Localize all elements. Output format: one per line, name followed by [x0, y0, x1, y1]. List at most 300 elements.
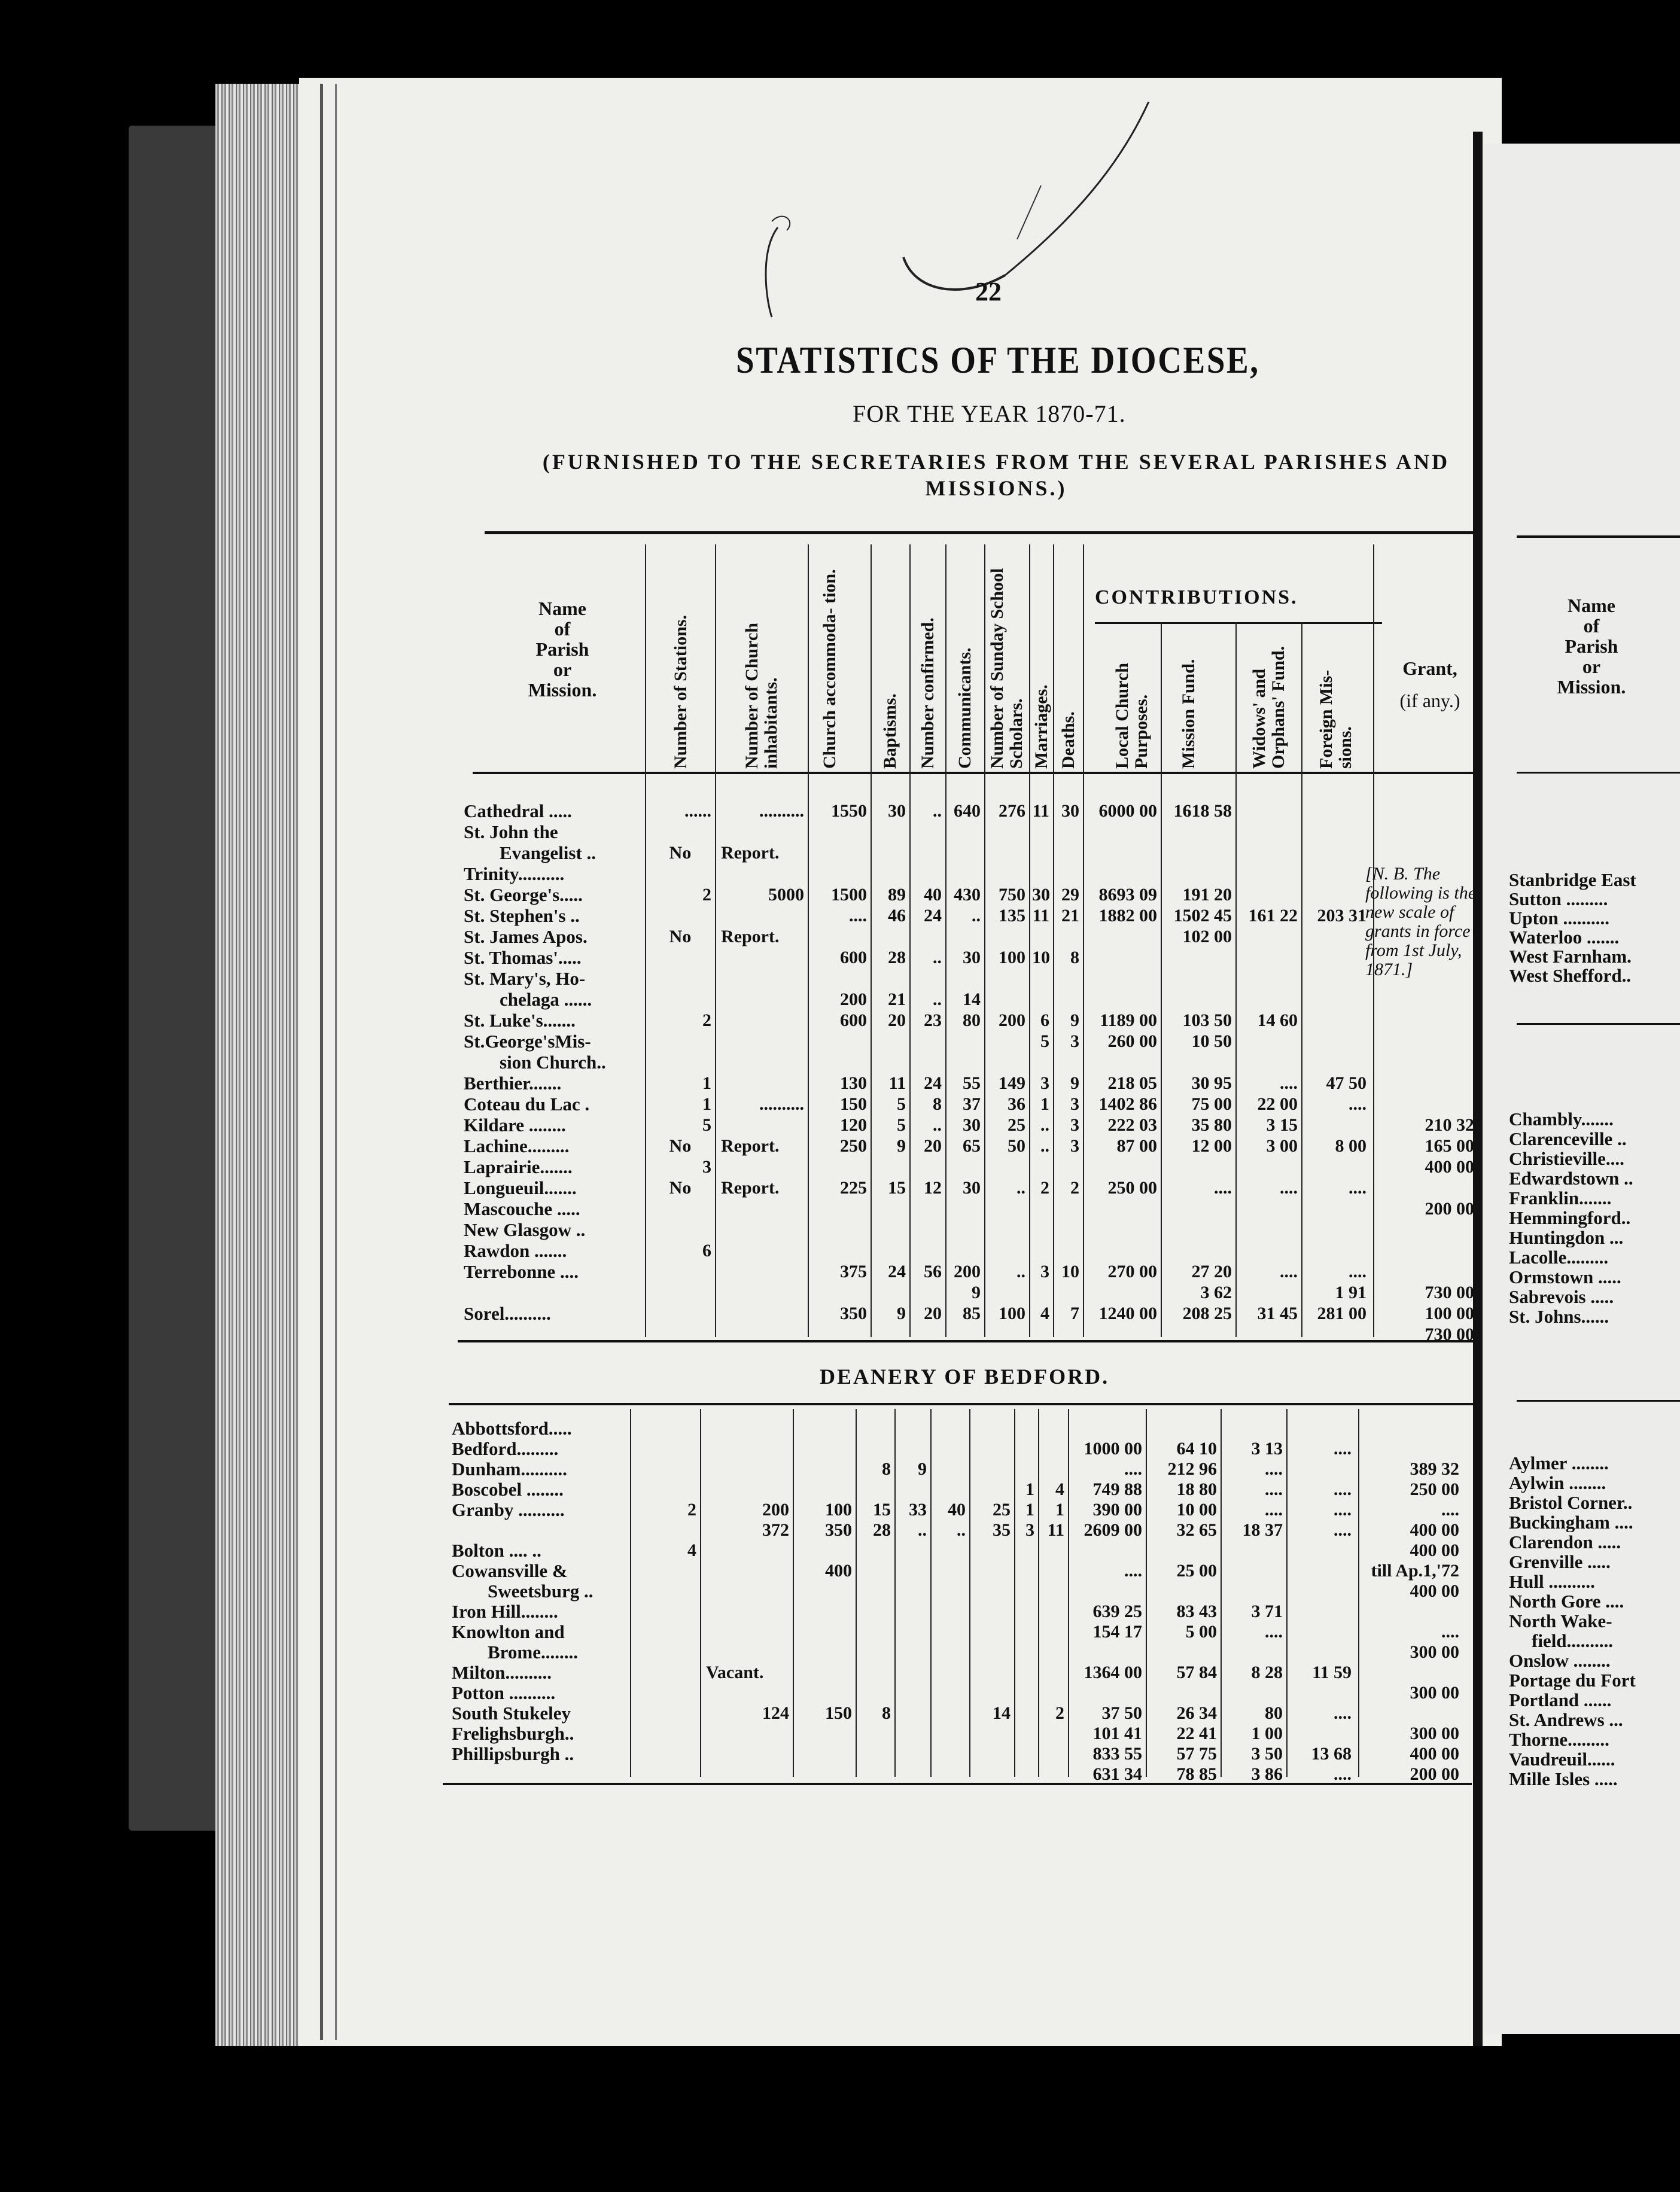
- table-cell: 10 00: [1176, 1500, 1217, 1520]
- table-cell: Report.: [721, 927, 780, 946]
- table-cell: 400 00: [1410, 1520, 1459, 1540]
- parish-name: Abbottsford.....: [452, 1418, 572, 1439]
- parish-name: New Glasgow ..: [464, 1219, 586, 1240]
- column-separator: [909, 544, 911, 1337]
- table-cell: 23: [924, 1010, 942, 1030]
- table-cell: 5: [897, 1094, 906, 1114]
- table-cell: 6000 00: [1098, 801, 1157, 821]
- table-cell: 154 17: [1092, 1622, 1142, 1642]
- table-cell: ....: [1280, 1073, 1298, 1093]
- column-header: Deaths.: [1058, 711, 1078, 769]
- name-header: [491, 598, 634, 700]
- table-cell: 1882 00: [1098, 906, 1157, 925]
- grant-header-label: Grant,: [1402, 657, 1457, 679]
- right-parish-name: Upton ..........: [1509, 909, 1609, 928]
- table-cell: 20: [924, 1136, 942, 1156]
- table-cell: 3 50: [1251, 1744, 1283, 1764]
- page-subtitle: FOR THE YEAR 1870-71.: [853, 400, 1126, 427]
- parish-name: St. Luke's.......: [464, 1010, 576, 1031]
- table-cell: 27 20: [1191, 1262, 1232, 1281]
- table-cell: 30: [963, 1178, 981, 1198]
- parish-name: Brome........: [488, 1642, 578, 1663]
- parish-name: Coteau du Lac .: [464, 1094, 590, 1115]
- table-cell: 30: [1061, 801, 1079, 821]
- table-cell: 11: [1047, 1520, 1064, 1540]
- right-parish-name: Mille Isles .....: [1509, 1770, 1618, 1789]
- parish-name: Lachine.........: [464, 1135, 570, 1156]
- deanery-heading: DEANERY OF BEDFORD.: [820, 1365, 1110, 1389]
- table-cell: 101 41: [1092, 1724, 1142, 1743]
- table-cell: 32 65: [1176, 1520, 1217, 1540]
- right-parish-name: Hemmingford..: [1509, 1208, 1631, 1228]
- right-parish-name: Buckingham ....: [1509, 1513, 1633, 1532]
- grant-header-sub: (if any.): [1399, 690, 1460, 711]
- table-cell: 161 22: [1248, 906, 1298, 925]
- parish-name: Dunham..........: [452, 1459, 567, 1479]
- table-cell: 639 25: [1092, 1602, 1142, 1621]
- table-cell: ..: [933, 948, 942, 967]
- table-cell: 28: [873, 1520, 891, 1540]
- table-cell: 5 00: [1185, 1622, 1217, 1642]
- table-cell: 210 32: [1425, 1115, 1474, 1135]
- page-gutter-2: [335, 84, 337, 2040]
- header-bottom-rule: [473, 772, 1481, 774]
- column-separator: [1358, 1409, 1359, 1777]
- column-separator: [856, 1409, 857, 1777]
- table-cell: 57 75: [1176, 1744, 1217, 1764]
- table-cell: 3 71: [1251, 1602, 1283, 1621]
- table-cell: 600: [840, 948, 867, 967]
- right-parish-name: Ormstown .....: [1509, 1268, 1621, 1287]
- table-cell: 200 00: [1425, 1199, 1474, 1219]
- table-cell: 103 50: [1182, 1010, 1232, 1030]
- table-cell: 250 00: [1410, 1479, 1459, 1499]
- column-header: Baptisms.: [880, 693, 900, 769]
- column-separator: [645, 544, 646, 1337]
- table-cell: 8: [882, 1703, 891, 1723]
- table-cell: 11: [1032, 906, 1049, 925]
- right-name-header: [1532, 595, 1651, 697]
- table-cell: 29: [1061, 885, 1079, 905]
- table-cell: 8: [882, 1459, 891, 1479]
- table-cell: ....: [1280, 1178, 1298, 1198]
- table-cell: 208 25: [1182, 1304, 1232, 1323]
- table-cell: 100: [999, 948, 1025, 967]
- column-header: Foreign Mis- sions.: [1316, 669, 1355, 769]
- parish-name: Cowansville &: [452, 1560, 568, 1581]
- table-cell: 35 80: [1191, 1115, 1232, 1135]
- table-cell: ..: [1040, 1115, 1049, 1135]
- right-parish-name: Clarendon .....: [1509, 1533, 1621, 1552]
- table-cell: 200: [999, 1010, 1025, 1030]
- column-separator: [700, 1409, 701, 1777]
- column-separator: [1038, 1409, 1039, 1777]
- table-cell: 3 62: [1200, 1283, 1232, 1302]
- grant-note: [N. B. The following is the new scale of grants in force from 1st July, 1871.]: [1365, 864, 1477, 979]
- table-cell: 400: [825, 1561, 852, 1581]
- page-title: STATISTICS OF THE DIOCESE,: [736, 339, 1260, 381]
- parish-name: South Stukeley: [452, 1703, 571, 1724]
- right-parish-name: Portage du Fort: [1509, 1671, 1636, 1690]
- table-cell: 9: [1070, 1010, 1079, 1030]
- table-cell: 5: [702, 1115, 711, 1135]
- right-parish-name: Huntingdon ...: [1509, 1228, 1624, 1247]
- column-separator: [715, 544, 716, 1337]
- name-header-line: of: [554, 618, 571, 640]
- table-cell: ....: [1334, 1479, 1352, 1499]
- table-cell: 64 10: [1176, 1439, 1217, 1459]
- table-top-rule: [485, 531, 1481, 534]
- table-cell: Report.: [721, 843, 780, 863]
- table-cell: 250: [840, 1136, 867, 1156]
- table-cell: Report.: [721, 1178, 780, 1198]
- table-cell: 9: [897, 1304, 906, 1323]
- table-cell: ....: [849, 906, 867, 925]
- table-cell: 222 03: [1107, 1115, 1157, 1135]
- table-cell: 120: [840, 1115, 867, 1135]
- table-cell: 400 00: [1410, 1581, 1459, 1601]
- table-cell: ..: [1016, 1178, 1025, 1198]
- table-cell: 10: [1032, 948, 1050, 967]
- column-separator: [969, 1409, 970, 1777]
- column-separator: [1286, 1409, 1288, 1777]
- table-cell: 14: [993, 1703, 1011, 1723]
- right-name-header-line: Parish: [1565, 635, 1618, 657]
- table-cell: ....: [1265, 1622, 1283, 1642]
- table-cell: 15: [888, 1178, 906, 1198]
- table-cell: 33: [909, 1500, 927, 1520]
- right-parish-name: Aylwin ........: [1509, 1473, 1606, 1493]
- table-cell: 150: [840, 1094, 867, 1114]
- table-cell: ..........: [759, 1094, 804, 1114]
- table-cell: 56: [924, 1262, 942, 1281]
- table-cell: ....: [1265, 1500, 1283, 1520]
- deanery-rule: [449, 1403, 1475, 1405]
- right-name-header-line: of: [1583, 615, 1600, 637]
- table-cell: 1500: [831, 885, 867, 905]
- parish-name: Longueuil.......: [464, 1177, 577, 1198]
- table-cell: 3: [702, 1157, 711, 1177]
- table-cell: 22 41: [1176, 1724, 1217, 1743]
- column-separator: [930, 1409, 932, 1777]
- name-header-line: or: [553, 659, 572, 680]
- parish-name: Laprairie.......: [464, 1156, 573, 1177]
- table-cell: 31 45: [1257, 1304, 1298, 1323]
- table-cell: 300 00: [1410, 1642, 1459, 1662]
- table-cell: 400 00: [1425, 1157, 1474, 1177]
- column-separator: [1068, 1409, 1069, 1777]
- right-page-top-rule: [1517, 535, 1680, 538]
- table-cell: 200: [840, 990, 867, 1009]
- table-cell: 18 37: [1242, 1520, 1283, 1540]
- table-cell: 1 91: [1335, 1283, 1366, 1302]
- table-cell: 149: [999, 1073, 1025, 1093]
- table-cell: 11: [888, 1073, 906, 1093]
- table-cell: 1402 86: [1098, 1094, 1157, 1114]
- table-cell: 212 96: [1167, 1459, 1217, 1479]
- column-separator: [793, 1409, 794, 1777]
- contrib-rule: [1095, 622, 1382, 624]
- table-cell: 5: [897, 1115, 906, 1135]
- parish-name: St.George'sMis-: [464, 1031, 591, 1052]
- table-cell: 47 50: [1326, 1073, 1366, 1093]
- table-cell: 4: [687, 1541, 696, 1560]
- table-cell: 20: [888, 1010, 906, 1030]
- right-parish-name: Bristol Corner..: [1509, 1493, 1633, 1512]
- page-number: 22: [975, 277, 1002, 306]
- table-cell: 833 55: [1092, 1744, 1142, 1764]
- table-cell: 24: [888, 1262, 906, 1281]
- table-cell: 430: [954, 885, 981, 905]
- table-cell: 11 59: [1312, 1663, 1352, 1682]
- right-parish-name: Sutton .........: [1509, 890, 1608, 909]
- table-cell: 165 00: [1425, 1136, 1474, 1156]
- table-cell: 3: [1040, 1073, 1049, 1093]
- right-parish-name: West Shefford..: [1509, 966, 1632, 985]
- right-header-rule: [1517, 772, 1680, 774]
- table-cell: 12: [924, 1178, 942, 1198]
- name-header-line: Name: [538, 598, 586, 619]
- right-parish-name: field..........: [1532, 1631, 1614, 1651]
- table-cell: 276: [999, 801, 1025, 821]
- table-cell: 78 85: [1176, 1764, 1217, 1784]
- right-section-rule: [1517, 1023, 1680, 1025]
- right-name-header-line: or: [1582, 656, 1601, 677]
- right-parish-name: Thorne.........: [1509, 1730, 1609, 1749]
- table-cell: 130: [840, 1073, 867, 1093]
- table-cell: 18 80: [1176, 1479, 1217, 1499]
- table-cell: 150: [825, 1703, 852, 1723]
- table-cell: 203 31: [1317, 906, 1366, 925]
- table-cell: 3 00: [1266, 1136, 1298, 1156]
- table-cell: 87 00: [1116, 1136, 1157, 1156]
- right-name-header-line: Mission.: [1557, 676, 1626, 698]
- table-cell: 57 84: [1176, 1663, 1217, 1682]
- table-cell: Report.: [721, 1136, 780, 1156]
- table-cell: 25: [1008, 1115, 1025, 1135]
- table-cell: 300 00: [1410, 1724, 1459, 1743]
- table-cell: No: [669, 927, 692, 946]
- column-separator: [1161, 622, 1162, 1337]
- name-header-line: Mission.: [528, 679, 597, 701]
- table-cell: 9: [897, 1136, 906, 1156]
- parish-name: Milton..........: [452, 1662, 552, 1683]
- right-parish-name: Clarenceville ..: [1509, 1130, 1627, 1149]
- table-cell: 2609 00: [1084, 1520, 1142, 1540]
- table-cell: 100: [825, 1500, 852, 1520]
- column-header: Number of Stations.: [671, 615, 690, 769]
- parish-name: chelaga ......: [500, 989, 592, 1010]
- table-cell: 3 86: [1251, 1764, 1283, 1784]
- table-cell: 89: [888, 885, 906, 905]
- table-cell: 14: [963, 990, 981, 1009]
- table-cell: 11: [1032, 801, 1049, 821]
- table-cell: 8 00: [1335, 1136, 1366, 1156]
- table-cell: 2: [702, 885, 711, 905]
- table-cell: 22 00: [1257, 1094, 1298, 1114]
- table-cell: ..: [933, 1115, 942, 1135]
- furnished-line-1: (FURNISHED TO THE SECRETARIES FROM THE SEVERAL PARISHES AND: [542, 450, 1450, 474]
- table-cell: 372: [762, 1520, 789, 1540]
- furnished-note: [515, 449, 1478, 501]
- table-cell: 9: [1070, 1073, 1079, 1093]
- table-cell: ....: [1214, 1178, 1232, 1198]
- table-cell: 3: [1070, 1031, 1079, 1051]
- parish-name: sion Church..: [500, 1052, 606, 1073]
- column-header: Church accommoda- tion.: [820, 569, 839, 769]
- parish-name: Granby ..........: [452, 1499, 565, 1520]
- column-separator: [1146, 1409, 1147, 1777]
- table-cell: 3: [1070, 1136, 1079, 1156]
- right-parish-name: West Farnham.: [1509, 947, 1632, 966]
- table-cell: 631 34: [1092, 1764, 1142, 1784]
- right-parish-name: Hull ..........: [1509, 1572, 1595, 1591]
- table-cell: 200 00: [1410, 1764, 1459, 1784]
- parish-name: Berthier.......: [464, 1073, 562, 1094]
- table-cell: 1189 00: [1100, 1010, 1157, 1030]
- table-cell: 9: [918, 1459, 927, 1479]
- section1-bottom-rule: [458, 1340, 1481, 1342]
- table-cell: 124: [762, 1703, 789, 1723]
- right-parish-name: North Wake-: [1509, 1612, 1612, 1631]
- table-cell: 21: [1061, 906, 1079, 925]
- parish-name: Bedford.........: [452, 1438, 559, 1459]
- column-separator: [1235, 622, 1237, 1337]
- table-cell: 3: [1025, 1520, 1034, 1540]
- parish-name: Boscobel ........: [452, 1479, 564, 1500]
- table-cell: 25 00: [1176, 1561, 1217, 1581]
- table-cell: ....: [1280, 1262, 1298, 1281]
- table-cell: 80: [963, 1010, 981, 1030]
- column-separator: [1221, 1409, 1222, 1777]
- right-parish-name: Waterloo .......: [1509, 928, 1620, 947]
- table-cell: 40: [924, 885, 942, 905]
- table-cell: 2: [687, 1500, 696, 1520]
- right-parish-name: Vaudreuil......: [1509, 1750, 1615, 1769]
- table-cell: 30: [888, 801, 906, 821]
- parish-name: Iron Hill........: [452, 1601, 558, 1622]
- table-cell: 30: [963, 948, 981, 967]
- book-spine: [1473, 132, 1483, 2046]
- table-cell: 28: [888, 948, 906, 967]
- table-cell: 37 50: [1101, 1703, 1142, 1723]
- table-cell: 40: [948, 1500, 966, 1520]
- table-cell: ....: [1334, 1500, 1352, 1520]
- table-cell: 3: [1070, 1094, 1079, 1114]
- table-cell: 200: [762, 1500, 789, 1520]
- furnished-line-2: MISSIONS.): [925, 476, 1067, 500]
- table-cell: 730 00: [1425, 1325, 1474, 1344]
- table-cell: 10: [1061, 1262, 1079, 1281]
- parish-name: St. Stephen's ..: [464, 905, 580, 926]
- table-cell: 135: [999, 906, 1025, 925]
- column-header: Mission Fund.: [1179, 659, 1198, 769]
- table-cell: ....: [1265, 1459, 1283, 1479]
- contributions-header: CONTRIBUTIONS.: [1095, 586, 1298, 608]
- table-cell: 13 68: [1311, 1744, 1352, 1764]
- table-cell: 80: [1265, 1703, 1283, 1723]
- table-cell: 37: [963, 1094, 981, 1114]
- table-cell: ..: [957, 1520, 966, 1540]
- table-cell: 1240 00: [1098, 1304, 1157, 1323]
- table-cell: 6: [1040, 1010, 1049, 1030]
- parish-name: Trinity..........: [464, 863, 565, 884]
- table-cell: ....: [1334, 1439, 1352, 1459]
- right-parish-name: Lacolle.........: [1509, 1248, 1609, 1267]
- table-cell: 85: [963, 1304, 981, 1323]
- parish-name: St. George's.....: [464, 884, 583, 905]
- right-parish-name: St. Andrews ...: [1509, 1710, 1623, 1730]
- parish-name: Rawdon .......: [464, 1240, 567, 1261]
- table-cell: till Ap.1,'72: [1371, 1561, 1459, 1581]
- table-cell: 9: [972, 1283, 981, 1302]
- parish-name: Mascouche .....: [464, 1198, 580, 1219]
- table-cell: 749 88: [1092, 1479, 1142, 1499]
- table-cell: 8: [933, 1094, 942, 1114]
- table-cell: ....: [1265, 1479, 1283, 1499]
- right-parish-name: Portland ......: [1509, 1691, 1612, 1710]
- parish-name: Frelighsburgh..: [452, 1723, 574, 1744]
- table-cell: ....: [1349, 1094, 1366, 1114]
- table-cell: 1: [1040, 1094, 1049, 1114]
- table-cell: ....: [1334, 1520, 1352, 1540]
- table-cell: 26 34: [1176, 1703, 1217, 1723]
- column-header: Widows' and Orphans' Fund.: [1249, 646, 1288, 769]
- grant-header: [1382, 658, 1478, 711]
- table-cell: No: [669, 1178, 692, 1198]
- right-parish-name: Grenville .....: [1509, 1552, 1611, 1572]
- table-cell: 1: [1025, 1479, 1034, 1499]
- table-cell: 281 00: [1317, 1304, 1366, 1323]
- table-cell: 102 00: [1182, 927, 1232, 946]
- table-cell: 1000 00: [1084, 1439, 1142, 1459]
- table-cell: 8693 09: [1098, 885, 1157, 905]
- table-cell: 24: [924, 906, 942, 925]
- table-cell: 46: [888, 906, 906, 925]
- column-header: Number of Church inhabitants.: [742, 623, 781, 769]
- table-cell: Vacant.: [706, 1663, 764, 1682]
- column-header: Number of Sunday School Scholars.: [987, 568, 1026, 769]
- table-cell: 300 00: [1410, 1683, 1459, 1703]
- parish-name: St. Thomas'.....: [464, 947, 582, 968]
- table-cell: 5000: [768, 885, 804, 905]
- table-cell: ....: [1124, 1561, 1142, 1581]
- table-cell: 100: [999, 1304, 1025, 1323]
- column-separator: [1053, 544, 1054, 1337]
- right-parish-name: Christieville....: [1509, 1149, 1624, 1168]
- right-parish-name: St. Johns......: [1509, 1307, 1609, 1326]
- table-cell: ..: [933, 990, 942, 1009]
- column-separator: [984, 544, 985, 1337]
- table-cell: 100 00: [1425, 1304, 1474, 1323]
- parish-name: Knowlton and: [452, 1621, 565, 1642]
- table-cell: 640: [954, 801, 981, 821]
- column-separator: [945, 544, 946, 1337]
- table-cell: 600: [840, 1010, 867, 1030]
- parish-name: Evangelist ..: [500, 842, 596, 863]
- table-cell: 30 95: [1191, 1073, 1232, 1093]
- table-cell: 2: [1055, 1703, 1064, 1723]
- table-cell: 730 00: [1425, 1283, 1474, 1302]
- table-cell: 4: [1040, 1304, 1049, 1323]
- table-cell: No: [669, 843, 692, 863]
- table-cell: 1618 58: [1173, 801, 1232, 821]
- right-parish-name: Aylmer ........: [1509, 1454, 1609, 1473]
- table-cell: 36: [1008, 1094, 1025, 1114]
- table-cell: ....: [1441, 1622, 1459, 1642]
- column-separator: [1301, 622, 1302, 1337]
- table-cell: 1 00: [1251, 1724, 1283, 1743]
